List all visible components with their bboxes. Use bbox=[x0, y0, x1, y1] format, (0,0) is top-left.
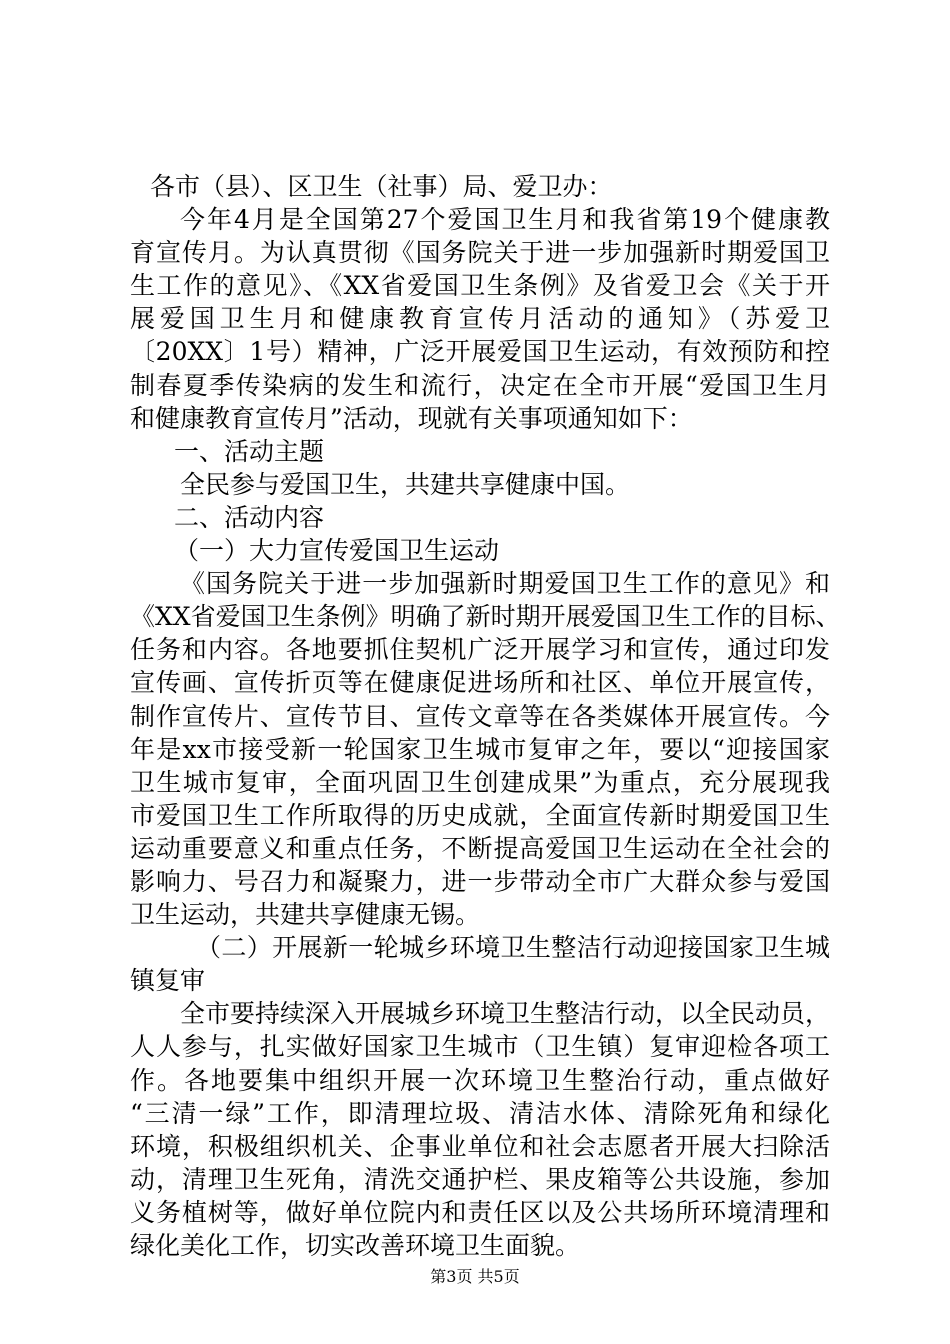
paragraph-line: 生工作的意见》、《XX省爱国卫生条例》及省爱卫会《关于开 bbox=[130, 271, 830, 301]
page-number-footer: 第3页 共5页 bbox=[430, 1267, 520, 1286]
section-heading: 一、活动主题 bbox=[174, 436, 325, 466]
paragraph-line: 今年4月是全国第27个爱国卫生月和我省第19个健康教 bbox=[180, 205, 830, 235]
paragraph-line: 《XX省爱国卫生条例》明确了新时期开展爱国卫生工作的目标、 bbox=[130, 602, 841, 632]
section-heading: 二、活动内容 bbox=[174, 502, 325, 532]
paragraph-line: “三清一绿”工作，即清理垃圾、清洁水体、清除死角和绿化 bbox=[130, 1098, 830, 1128]
document-body bbox=[130, 170, 841, 1262]
paragraph-line: 制作宣传片、宣传节目、宣传文章等在各类媒体开展宣传。今 bbox=[130, 701, 830, 731]
paragraph-line: 市爱国卫生工作所取得的历史成就，全面宣传新时期爱国卫生 bbox=[130, 800, 830, 830]
paragraph-line: 育宣传月。为认真贯彻《国务院关于进一步加强新时期爱国卫 bbox=[130, 238, 830, 268]
paragraph-line: 任务和内容。各地要抓住契机广泛开展学习和宣传，通过印发 bbox=[130, 635, 830, 665]
paragraph-line: 展爱国卫生月和健康教育宣传月活动的通知》（苏爱卫 bbox=[130, 304, 830, 334]
paragraph-line: 卫生运动，共建共享健康无锡。 bbox=[130, 900, 481, 930]
subsection-heading: 镇复审 bbox=[130, 966, 206, 996]
paragraph-line: 绿化美化工作，切实改善环境卫生面貌。 bbox=[130, 1231, 581, 1260]
paragraph-line: 人人参与，扎实做好国家卫生城市（卫生镇）复审迎检各项工 bbox=[130, 1032, 830, 1062]
paragraph-line: 年是xx市接受新一轮国家卫生城市复审之年，要以“迎接国家 bbox=[130, 734, 830, 764]
paragraph-line: 动，清理卫生死角，清洗交通护栏、果皮箱等公共设施，参加 bbox=[130, 1164, 830, 1194]
subsection-heading: （二）开展新一轮城乡环境卫生整洁行动迎接国家卫生城 bbox=[196, 933, 830, 963]
paragraph-line: 卫生城市复审，全面巩固卫生创建成果”为重点，充分展现我 bbox=[130, 767, 830, 797]
paragraph-line: 全市要持续深入开展城乡环境卫生整洁行动，以全民动员， bbox=[180, 999, 831, 1029]
paragraph-line: 全民参与爱国卫生，共建共享健康中国。 bbox=[180, 469, 631, 499]
paragraph-line: 作。各地要集中组织开展一次环境卫生整治行动，重点做好 bbox=[130, 1065, 830, 1095]
paragraph-line: 义务植树等，做好单位院内和责任区以及公共场所环境清理和 bbox=[130, 1197, 830, 1227]
paragraph-line: 宣传画、宣传折页等在健康促进场所和社区、单位开展宣传， bbox=[130, 668, 830, 698]
salutation-line: 各市（县）、区卫生（社事）局、爱卫办： bbox=[150, 172, 613, 201]
paragraph-line: 环境，积极组织机关、企事业单位和社会志愿者开展大扫除活 bbox=[130, 1131, 830, 1161]
paragraph-line: 制春夏季传染病的发生和流行，决定在全市开展“爱国卫生月 bbox=[130, 370, 830, 400]
paragraph-line: 《国务院关于进一步加强新时期爱国卫生工作的意见》和 bbox=[180, 569, 830, 599]
paragraph-line: 和健康教育宣传月”活动，现就有关事项通知如下： bbox=[130, 403, 693, 433]
paragraph-line: 〔20XX〕1号）精神，广泛开展爱国卫生运动，有效预防和控 bbox=[130, 337, 830, 367]
subsection-heading: （一）大力宣传爱国卫生运动 bbox=[174, 536, 500, 566]
paragraph-line: 运动重要意义和重点任务，不断提高爱国卫生运动在全社会的 bbox=[130, 833, 830, 863]
paragraph-line: 影响力、号召力和凝聚力，进一步带动全市广大群众参与爱国 bbox=[130, 866, 830, 896]
